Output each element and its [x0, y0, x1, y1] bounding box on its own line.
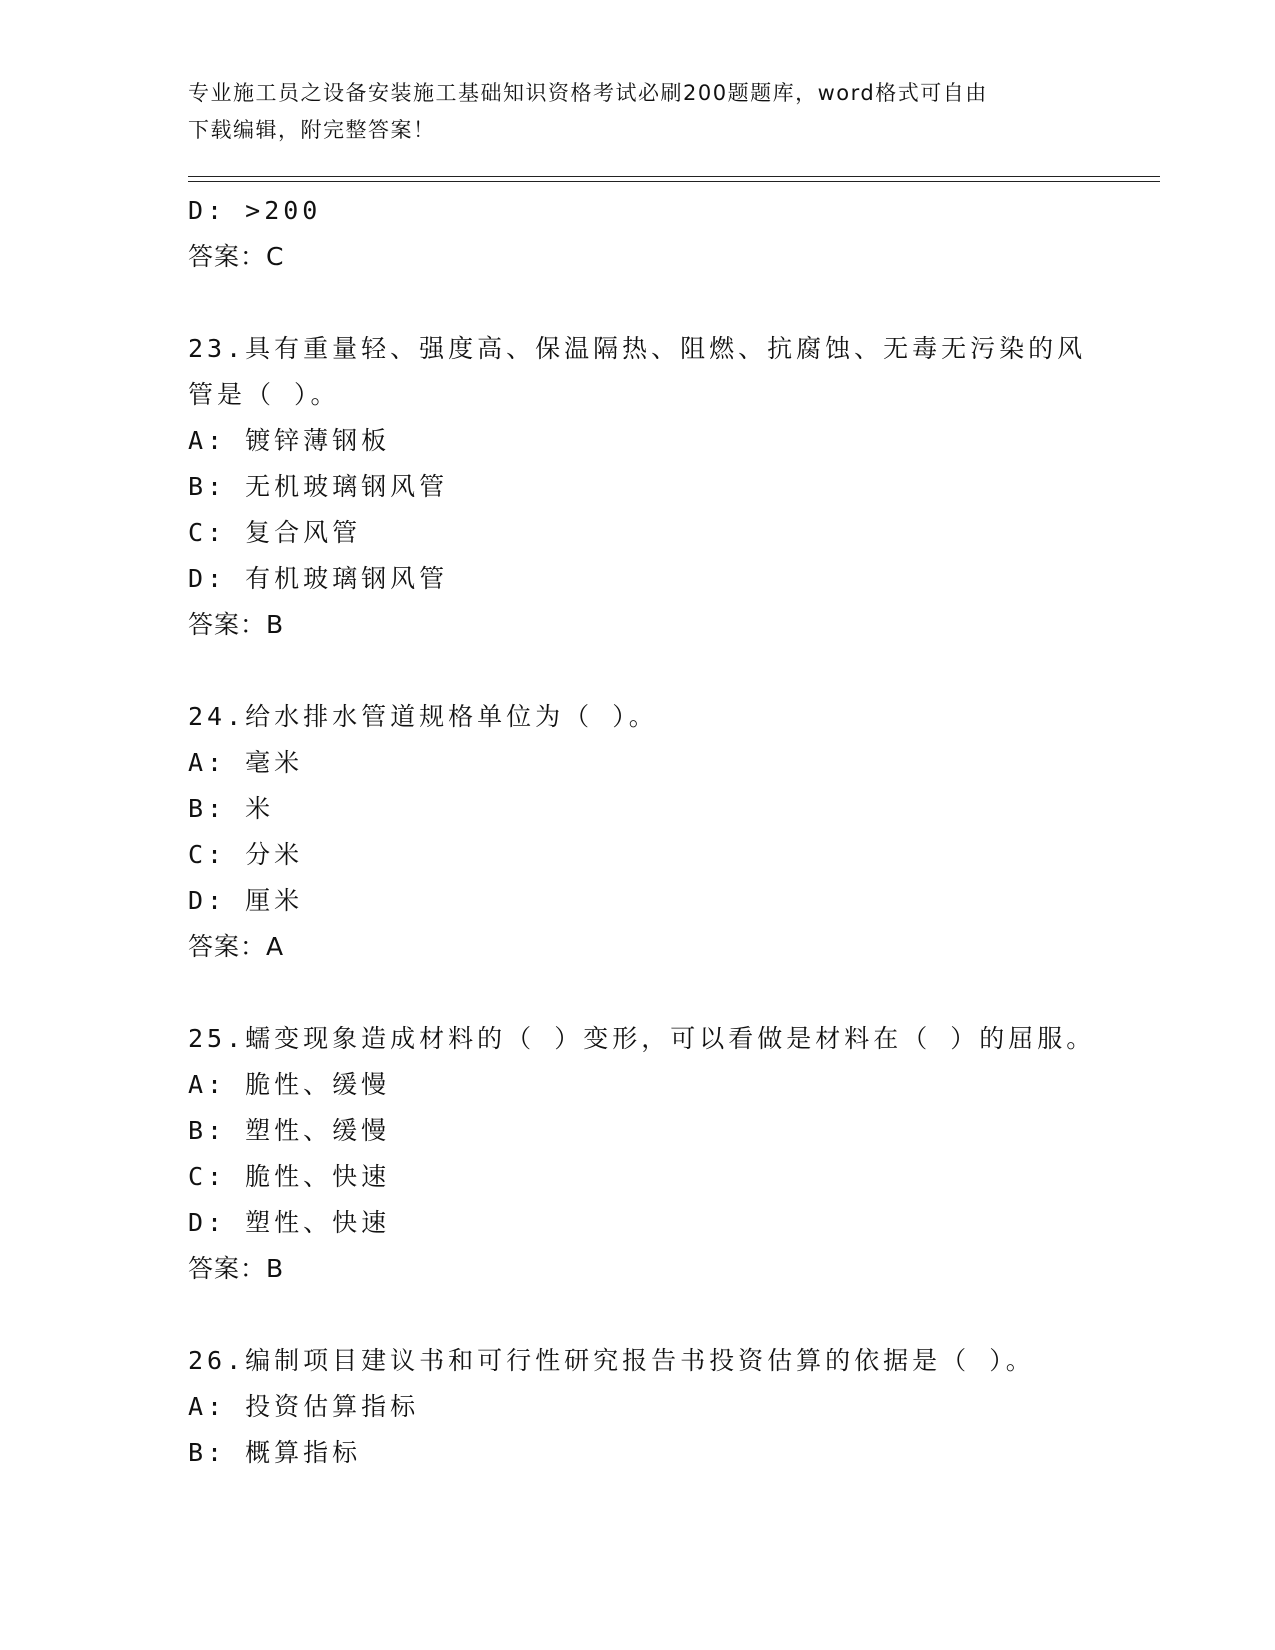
answer: 答案：B: [188, 1254, 285, 1283]
header-divider-bottom: [188, 181, 1160, 182]
option-a: A: 投资估算指标: [188, 1392, 420, 1421]
option-d: D: 厘米: [188, 886, 304, 915]
header-title-line-2: 下载编辑，附完整答案！: [188, 118, 436, 142]
option-b: B: 概算指标: [188, 1438, 362, 1467]
option-b: B: 无机玻璃钢风管: [188, 472, 449, 501]
question-stem: 26.编制项目建议书和可行性研究报告书投资估算的依据是（ ）。: [188, 1346, 1035, 1375]
question-stem: 24.给水排水管道规格单位为（ ）。: [188, 702, 658, 731]
option-a: A: 镀锌薄钢板: [188, 426, 391, 455]
option-c: C: 脆性、快速: [188, 1162, 391, 1191]
question-23: [188, 326, 1088, 648]
question-26: [188, 1338, 1088, 1476]
option-c: C: 复合风管: [188, 518, 362, 547]
question-25: [188, 1016, 1096, 1292]
spacer: [188, 280, 1088, 326]
option-a: A: 毫米: [188, 748, 304, 777]
answer: 答案：A: [188, 932, 285, 961]
question-24: [188, 694, 1088, 970]
option-d: D: 有机玻璃钢风管: [188, 564, 449, 593]
option-c: C: 分米: [188, 840, 304, 869]
question-22: [188, 188, 1088, 280]
spacer: [188, 970, 1088, 1016]
option-d: D: >200: [188, 196, 322, 225]
question-stem: 23.具有重量轻、强度高、保温隔热、阻燃、抗腐蚀、无毒无污染的风: [188, 334, 1087, 363]
question-list: [188, 188, 1096, 1476]
spacer: [188, 648, 1088, 694]
header-divider-top: [188, 176, 1160, 177]
answer: 答案：C: [188, 242, 285, 271]
option-a: A: 脆性、缓慢: [188, 1070, 391, 1099]
header-title-line-1: 专业施工员之设备安装施工基础知识资格考试必刷200题题库，word格式可自由: [188, 81, 988, 105]
question-stem: 25.蠕变现象造成材料的（ ）变形，可以看做是材料在（ ）的屈服。: [188, 1024, 1096, 1053]
option-b: B: 米: [188, 794, 275, 823]
document-header: [188, 75, 1088, 149]
answer: 答案：B: [188, 610, 285, 639]
spacer: [188, 1292, 1088, 1338]
question-stem-continued: 管是（ ）。: [188, 380, 340, 409]
option-b: B: 塑性、缓慢: [188, 1116, 391, 1145]
option-d: D: 塑性、快速: [188, 1208, 391, 1237]
